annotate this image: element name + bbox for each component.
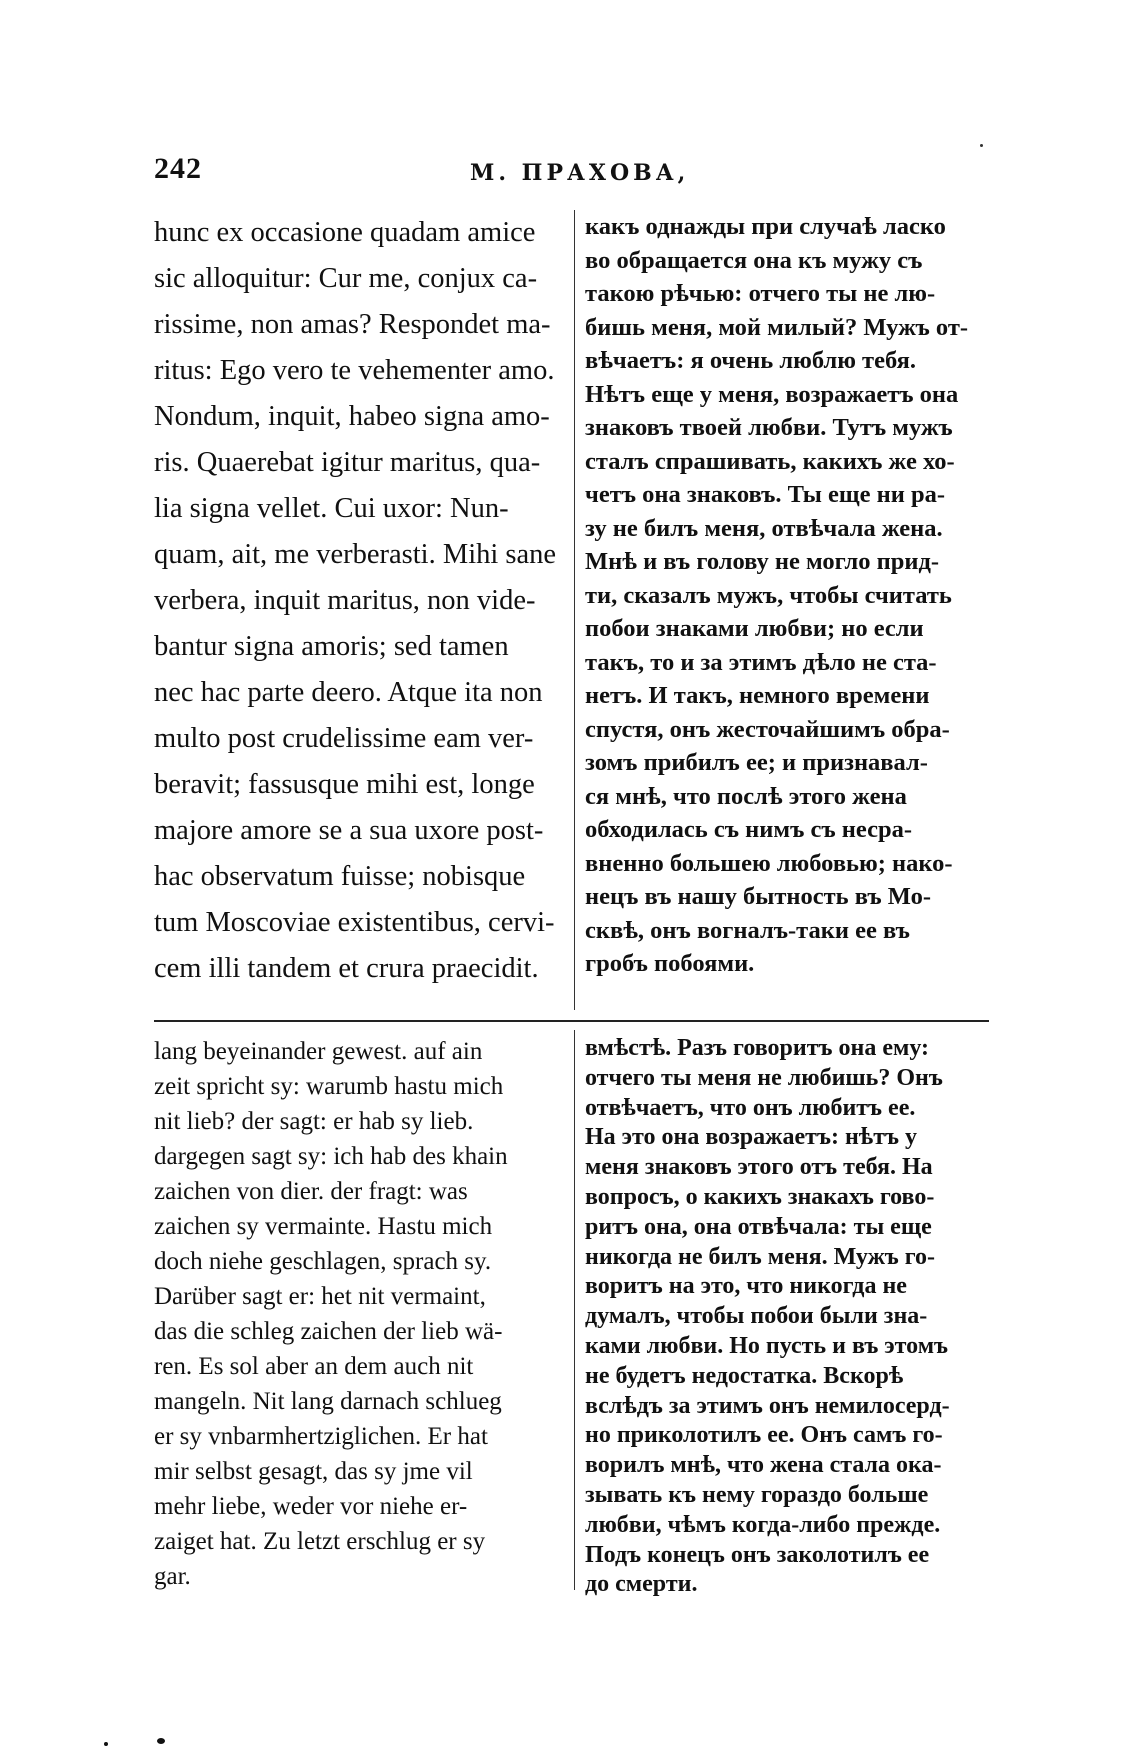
russian-translation-lower-column: вмѣстѣ. Разъ говоритъ она ему: отчего ты меня не любишь? Онъ отвѣчаетъ, что онъ любитъ ее. На это она возражаетъ: нѣтъ у меня знаковъ этого отъ тебя. На вопросъ, о какихъ знакахъ гово- ритъ она, она отвѣчала: ты еще никогда не билъ меня. Мужъ го- воритъ на это, что никогда не думалъ, чтобы побои были зна- ками любви. Но пусть и въ этомъ не будетъ недостатка. Вскорѣ вслѣдъ за этимъ онъ немилосерд- но приколотилъ ее. Онъ самъ го- ворилъ мнѣ, что жена стала ока- зывать къ нему гораздо больше любви, чѣмъ когда-либо прежде. Подъ конецъ онъ заколотилъ ее до смерти. — [585, 1035, 950, 1598]
latin-text-column: hunc ex occasione quadam amice sic alloquitur: Cur me, conjux ca- rissime, non amas? Respondet ma- ritus: Ego vero te vehementer amo. Nondum, inquit, habeo signa amo- ris. Quaerebat igitur maritus, qua- lia signa vellet. Cui uxor: Nun- quam, ait, me verberasti. Mihi sane verbera, inquit maritus, non vide- bantur signa amoris; sed tamen nec hac parte deero. Atque ita non multo post crudelissime eam ver- beravit; fassusque mihi est, longe majore amore se a sua uxore post- hac observatum fuisse; nobisque tum Moscoviae existentibus, cervi- cem illi tandem et crura praecidit. — [154, 217, 557, 984]
column-rule-upper — [574, 210, 575, 1010]
german-text-column: lang beyeinander gewest. auf ain zeit spricht sy: warumb hastu mich nit lieb? der sagt: er hab sy lieb. dargegen sagt sy: ich hab des khain zaichen von dier. der fragt: was zaichen sy vermainte. Hastu mich doch niehe geschlagen, sprach sy. Darüber sagt er: het nit vermaint, das die schleg zaichen der lieb wä- ren. Es sol aber an dem auch nit mangeln. Nit lang darnach schlueg er sy vnbarmhertziglichen. Er hat mir selbst gesagt, das sy jme vil mehr liebe, weder vor niehe er- zaiget hat. Zu letzt erschlug er sy gar. — [154, 1038, 508, 1590]
ink-dot — [157, 1738, 165, 1744]
ink-dot-small — [104, 1742, 108, 1746]
print-speck — [980, 144, 983, 147]
running-head: М. ПРАХОВА, — [470, 160, 690, 186]
russian-translation-upper-column: какъ однажды при случаѣ ласко во обращается она къ мужу съ такою рѣчью: отчего ты не лю- бишь меня, мой милый? Мужъ от- вѣчаетъ: я очень люблю тебя. Нѣтъ еще у меня, возражаетъ она знаковъ твоей любви. Тутъ мужъ сталъ спрашивать, какихъ же хо- четъ она знаковъ. Ты еще ни ра- зу не билъ меня, отвѣчала жена. Мнѣ и въ голову не могло прид- ти, сказалъ мужъ, чтобы считать побои знаками любви; но если такъ, то и за этимъ дѣло не ста- нетъ. И такъ, немного времени спустя, онъ жесточайшимъ обра- зомъ прибилъ ее; и признавал- ся мнѣ, что послѣ этого жена обходилась съ нимъ съ несра- вненно большею любовью; нако- нецъ въ нашу бытность въ Мо- сквѣ, онъ вогналъ-таки ее въ гробъ побоями. — [585, 213, 969, 977]
page-number: 242 — [154, 152, 202, 185]
section-divider — [154, 1020, 989, 1022]
column-rule-lower — [574, 1030, 575, 1590]
